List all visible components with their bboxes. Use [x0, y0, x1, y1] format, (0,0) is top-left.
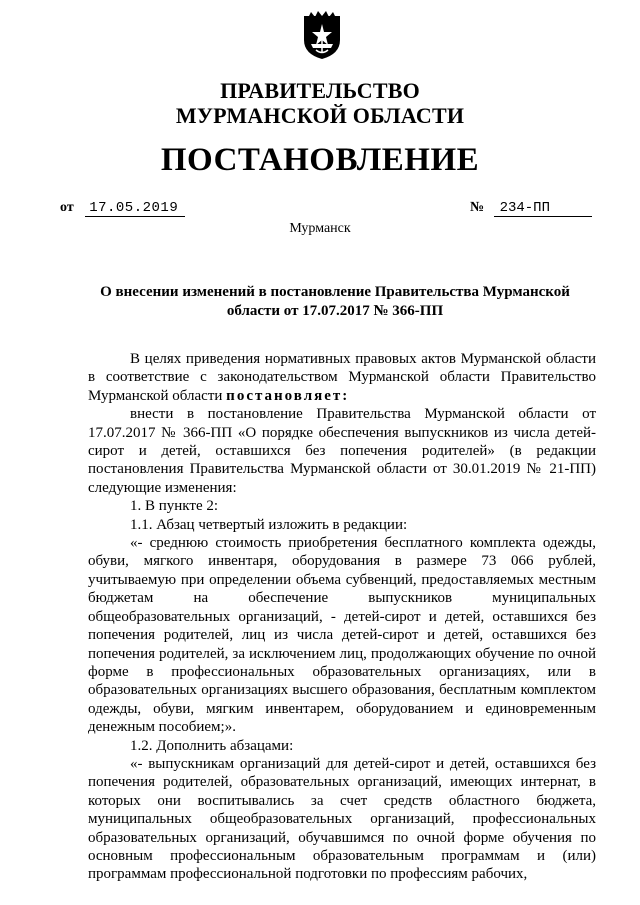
paragraph-quote-2: «- выпускникам организаций для детей-сирот и детей, оставшихся без попечения родителей, образовательных организаций, имеющих интернат, в которых они воспитывались за счет средств областного бюджета, муниципальных общеобразовательных организаций, профессиональных образовательных организаций, обучавшимся по очной форме обучения по основным профессиональным образовательным программам и (или) программам профессиональной подготовки по профессиям рабочих, — [88, 755, 596, 883]
subject-line1: О внесении изменений в постановление Правительства Мурманской — [100, 284, 570, 300]
document-body — [88, 350, 596, 884]
number-prefix: № — [470, 200, 485, 215]
date-row — [60, 200, 185, 217]
government-name-line1: ПРАВИТЕЛЬСТВО — [220, 78, 420, 103]
resolution-verb: постановляет: — [226, 387, 350, 404]
date-prefix: от — [60, 200, 74, 215]
document-subject — [95, 283, 575, 321]
paragraph-amend: внести в постановление Правительства Мурманской области от 17.07.2017 № 366-ПП «О порядке обеспечения выпускников из числа детей-сирот и детей, оставшихся без попечения родителей» (в редакции постановления Правительства Мурманской области от 30.01.2019 № 21-ПП) следующие изменения: — [88, 406, 596, 496]
document-date: 17.05.2019 — [85, 200, 185, 217]
paragraph-quote-1: «- среднюю стоимость приобретения бесплатного комплекта одежды, обуви, мягкого инвентаря, оборудования в размере 73 066 рублей, учитываемую при определении объема субвенций, предоставляемых местным бюджетам на обеспечение выпускников муниципальных общеобразовательных организаций, - детей-сирот и детей, оставшихся без попечения родителей, лиц из числа детей-сирот и детей, оставшихся без попечения родителей, за исключением лиц, продолжающих обучение по очной форме в профессиональных образовательных организациях, или в образовательных организациях высшего образования, бесплатным комплектом одежды, обуви, мягким инвентарем, оборудованием и единовременным денежным пособием;». — [88, 535, 596, 736]
document-number: 234-ПП — [494, 200, 592, 217]
paragraph-item-1-1: 1.1. Абзац четвертый изложить в редакции: — [130, 516, 408, 533]
preamble-text: В целях приведения нормативных правовых актов Мурманской области в соответствие с законодательством Мурманской области Правительство Мурманской области — [88, 351, 596, 404]
number-row — [470, 200, 592, 217]
paragraph-item-1-2: 1.2. Дополнить абзацами: — [130, 737, 294, 754]
paragraph-item-1: 1. В пункте 2: — [130, 498, 219, 515]
coat-of-arms-icon — [302, 8, 342, 60]
government-name — [0, 78, 640, 128]
document-type-title: ПОСТАНОВЛЕНИЕ — [160, 142, 480, 178]
city: Мурманск — [289, 221, 351, 236]
paragraph-preamble — [88, 350, 596, 405]
government-name-line2: МУРМАНСКОЙ ОБЛАСТИ — [175, 103, 465, 128]
subject-line2: области от 17.07.2017 № 366-ПП — [226, 303, 444, 319]
